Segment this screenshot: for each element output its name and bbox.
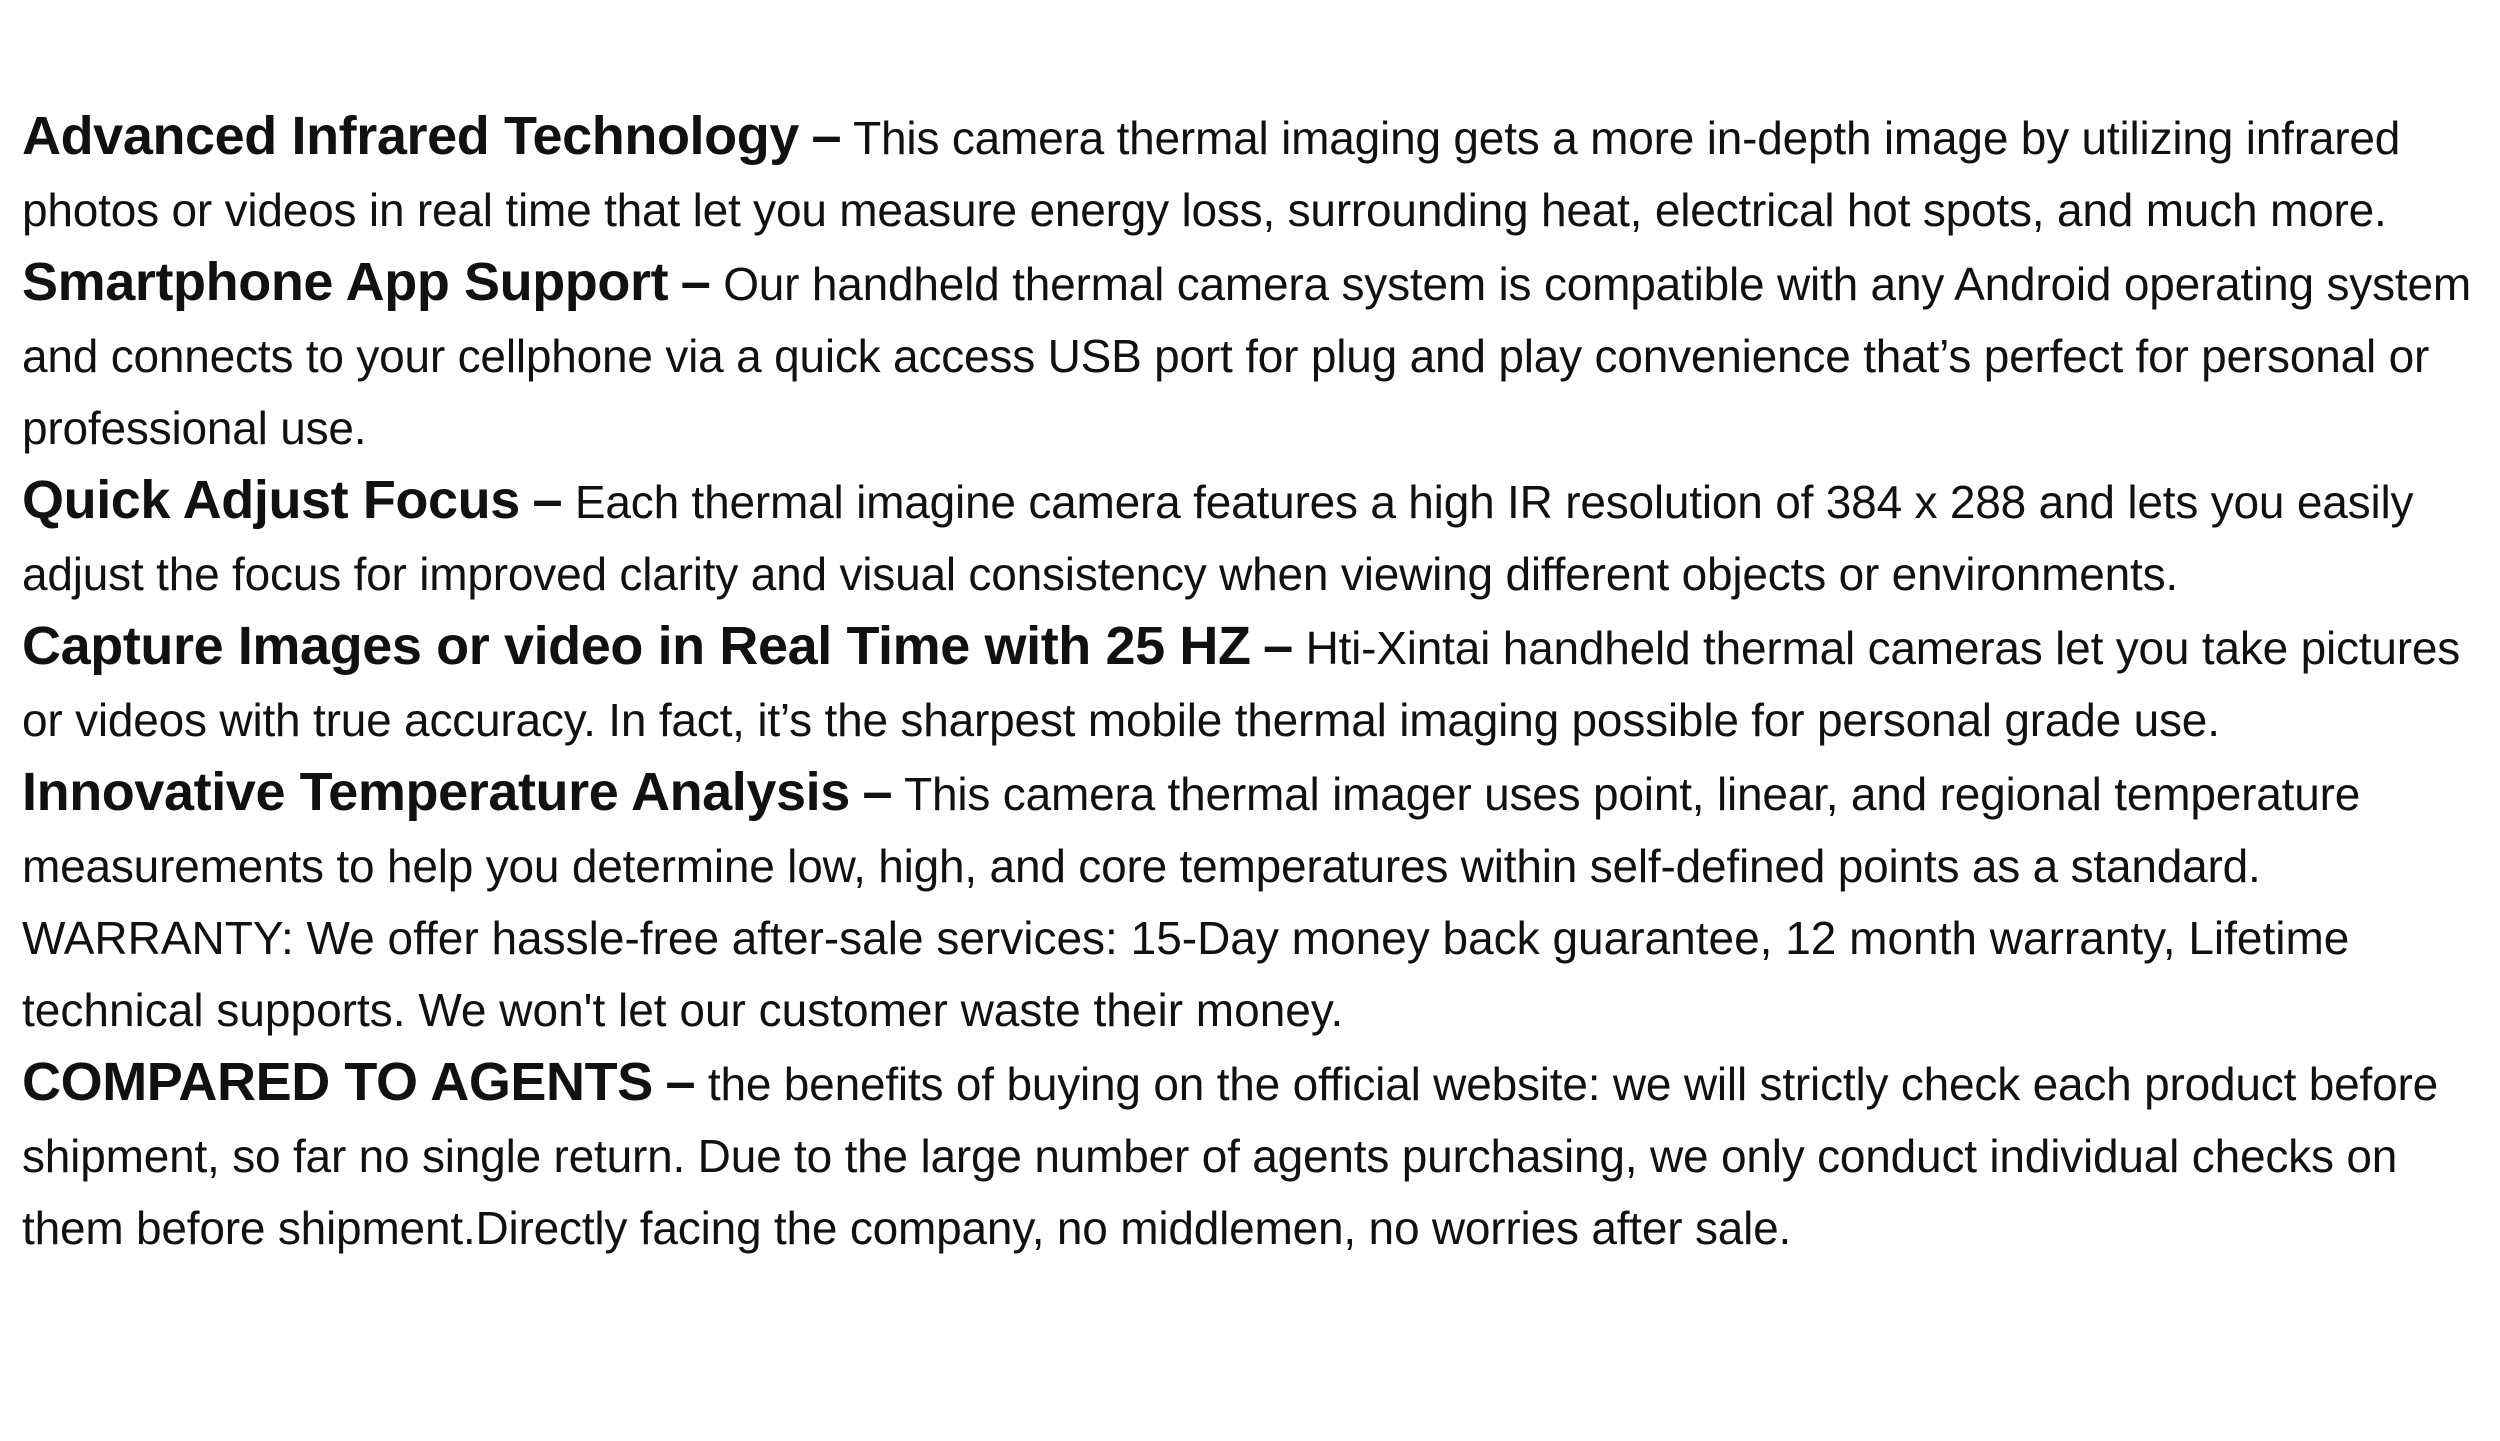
feature-quick-focus	[22, 464, 2498, 610]
compared-to-agents	[22, 1046, 2498, 1264]
feature-heading: Capture Images or video in Real Time with 25 HZ	[22, 616, 1251, 676]
product-description	[22, 100, 2498, 1264]
feature-dash: –	[1263, 616, 1293, 676]
feature-dash: –	[680, 252, 711, 312]
feature-advanced-infrared	[22, 100, 2498, 246]
compared-text: the benefits of buying on the official website: we will strictly check each product before shipment, so far no single return. Due to the large number of agents purchasing, we only conduct individual checks on them before shipment.Directly facing the company, no middlemen, no worries after sale.	[22, 1058, 2438, 1254]
feature-text: Our handheld thermal camera system is compatible with any Android operating system and connects to your cellphone via a quick access USB port for plug and play convenience that’s perfect for personal or professional use.	[22, 258, 2471, 454]
feature-heading: Smartphone App Support	[22, 252, 669, 312]
feature-text: Each thermal imagine camera features a high IR resolution of 384 x 288 and lets you easily adjust the focus for improved clarity and visual consistency when viewing different objects or environments.	[22, 476, 2414, 600]
feature-dash: –	[811, 106, 842, 166]
feature-smartphone-app	[22, 246, 2498, 464]
compared-dash: –	[665, 1052, 696, 1112]
feature-text: This camera thermal imaging gets a more in-depth image by utilizing infrared photos or videos in real time that let you measure energy loss, surrounding heat, electrical hot spots, and much more.	[22, 112, 2401, 236]
feature-heading: Quick Adjust Focus	[22, 470, 520, 530]
warranty-text: WARRANTY: We offer hassle-free after-sale services: 15-Day money back guarantee, 12 month warranty, Lifetime technical supports. We won't let our customer waste their money.	[22, 912, 2350, 1036]
feature-dash: –	[532, 470, 563, 530]
feature-capture-real-time	[22, 610, 2498, 756]
feature-heading: Advanced Infrared Technology	[22, 106, 799, 166]
feature-temperature-analysis	[22, 756, 2498, 902]
feature-heading: Innovative Temperature Analysis	[22, 762, 850, 822]
feature-text: This camera thermal imager uses point, linear, and regional temperature measurements to help you determine low, high, and core temperatures within self-defined points as a standard.	[22, 768, 2361, 892]
feature-dash: –	[862, 762, 893, 822]
feature-text: Hti-Xintai handheld thermal cameras let you take pictures or videos with true accuracy. In fact, it’s the sharpest mobile thermal imaging possible for personal grade use.	[22, 622, 2461, 746]
compared-heading: COMPARED TO AGENTS	[22, 1052, 653, 1112]
